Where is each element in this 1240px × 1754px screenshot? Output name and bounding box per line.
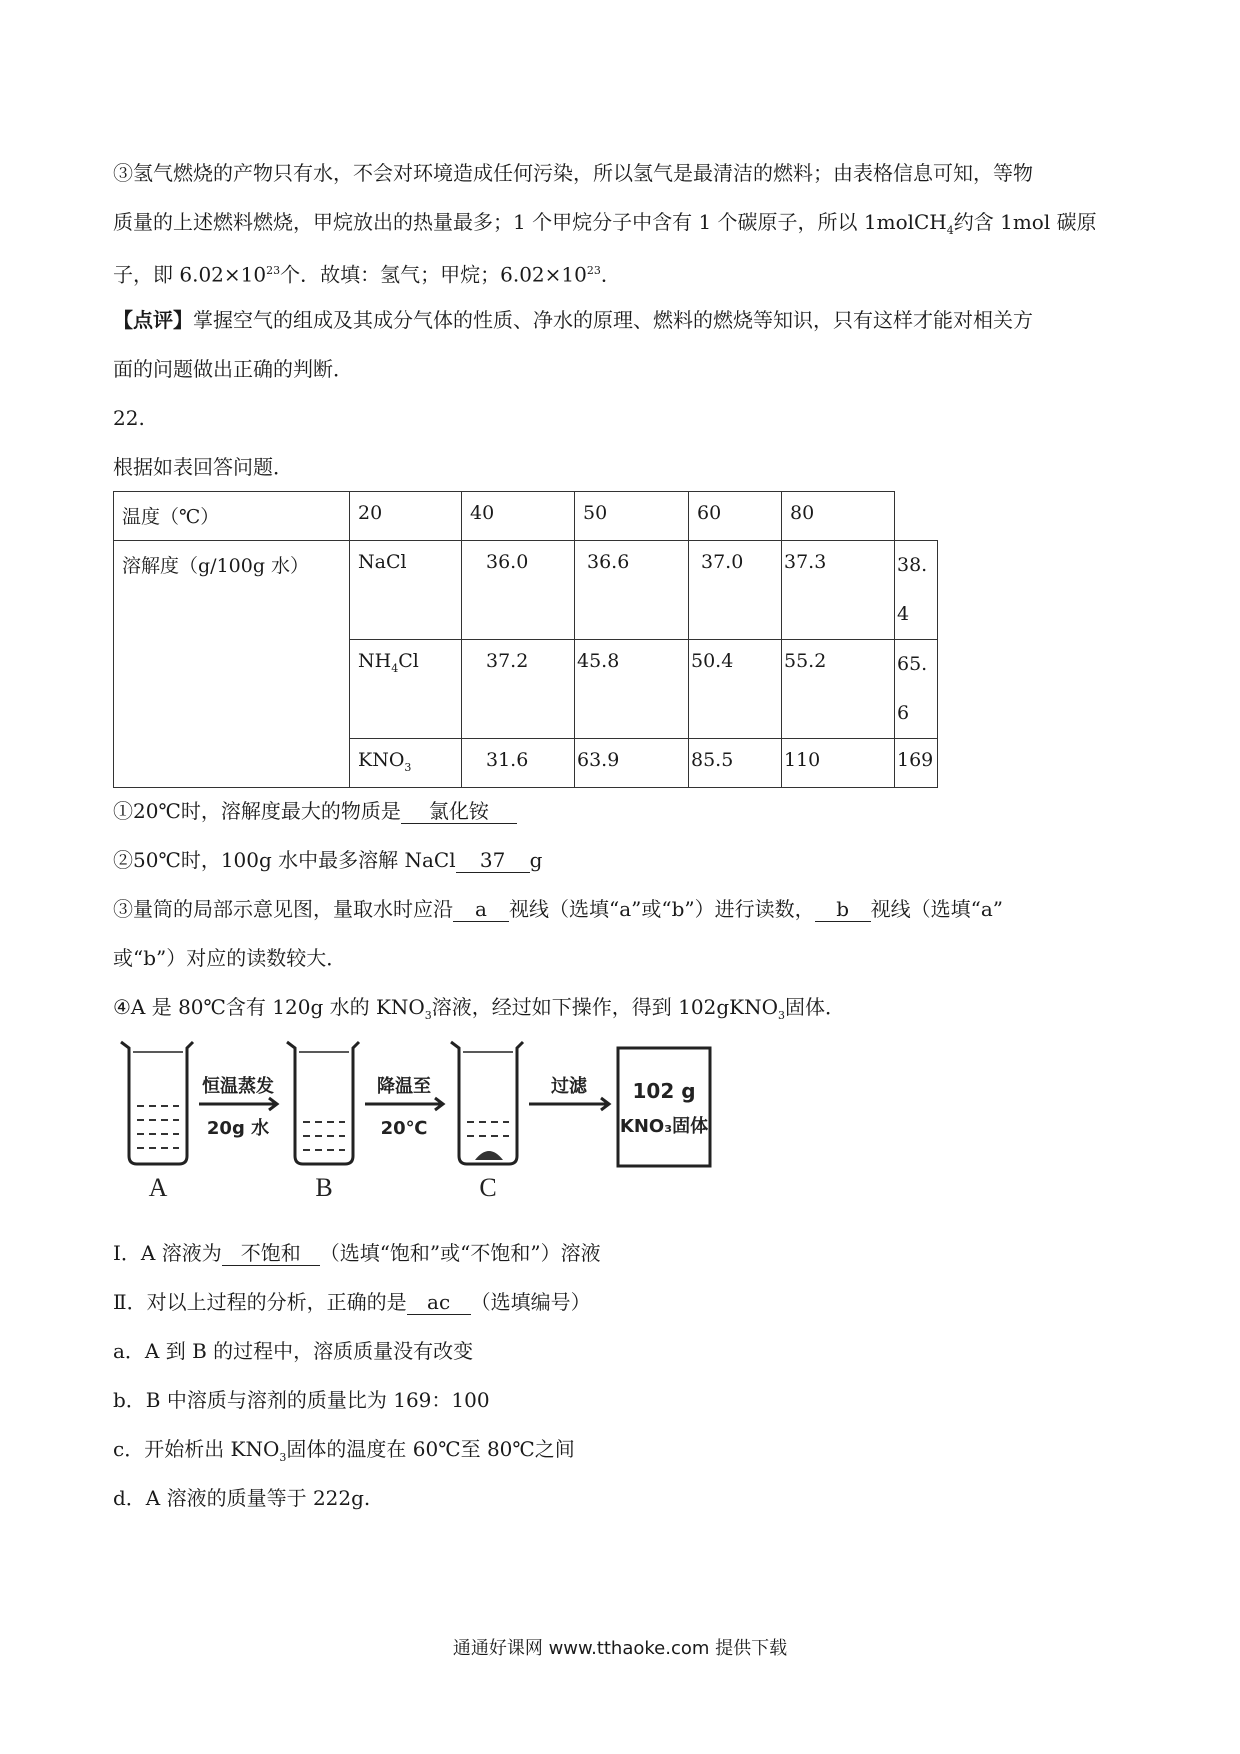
subquestion-3: ③量筒的局部示意见图，量取水时应沿 a 视线（选填“a”或“b”）进行读数， b 视线（选填“a”: [113, 897, 1003, 921]
value-cell: 37.0: [689, 541, 782, 640]
question-intro: 根据如表回答问题．: [113, 455, 293, 479]
solution-line-2: 质量的上述燃料燃烧，甲烷放出的热量最多；1 个甲烷分子中含有 1 个碳原子，所以 1molCH$_4$约含 1mol 碳原: [113, 210, 1097, 237]
answer-blank: a: [453, 897, 509, 922]
step2-bottom-label: 20℃: [380, 1118, 428, 1139]
solubility-label: 溶解度（g/100g 水）: [114, 541, 350, 788]
beaker-c-icon: [451, 1042, 523, 1164]
label-c: C: [479, 1173, 497, 1202]
result-box: [618, 1048, 710, 1166]
temp-cell: 40: [462, 492, 575, 541]
option-a: a．A 到 B 的过程中，溶质质量没有改变: [113, 1339, 474, 1363]
temp-cell: 50: [575, 492, 689, 541]
value-cell: 50.4: [689, 640, 782, 739]
subquestion-1: ①20℃时，溶解度最大的物质是 氯化铵: [113, 796, 517, 826]
subquestion-2: ②50℃时，100g 水中最多溶解 NaCl 37 g: [113, 848, 543, 872]
beaker-b-icon: [287, 1042, 359, 1164]
option-b: b．B 中溶质与溶剂的质量比为 169：100: [113, 1388, 490, 1412]
crystal-precipitate: [475, 1151, 503, 1160]
temp-cell: 20: [350, 492, 462, 541]
answer-blank: b: [815, 897, 871, 922]
substance-name: $NH_4Cl$: [350, 640, 462, 739]
value-cell: 169: [895, 739, 938, 788]
value-cell: 38. 4: [895, 541, 938, 640]
box-line-2: KNO₃固体: [619, 1116, 709, 1137]
arrow-1-icon: [199, 1098, 277, 1110]
answer-blank: 37: [456, 848, 530, 873]
arrow-3-icon: [529, 1098, 609, 1110]
box-line-1: 102 g: [632, 1079, 696, 1103]
value-cell: 55.2: [782, 640, 895, 739]
page-footer: 通通好课网 www.tthaoke.com 提供下载: [452, 1638, 788, 1659]
substance-name: $KNO_3$: [350, 739, 462, 788]
question-number: 22.: [113, 406, 145, 430]
label-a: A: [148, 1173, 168, 1202]
solution-line-3: 子，即 $6.02\times 10^{23}$个．故填：氢气；甲烷；$6.02\times 10^{23}$．: [113, 262, 621, 287]
subquestion-4: ④A 是 80℃含有 120g 水的 $KNO_3$溶液，经过如下操作，得到 102gKNO$_3$固体．: [113, 995, 845, 1022]
substance-name: NaCl: [350, 541, 462, 640]
step2-top-label: 降温至: [377, 1076, 431, 1097]
answer-blank: ac: [407, 1290, 471, 1315]
label-b: B: [315, 1173, 333, 1202]
process-diagram: [113, 1036, 713, 1204]
temp-cell: 60: [689, 492, 782, 541]
solubility-table: [113, 491, 938, 788]
value-cell: 110: [782, 739, 895, 788]
value-cell: 63.9: [575, 739, 689, 788]
solution-line-1: ③氢气燃烧的产物只有水，不会对环境造成任何污染，所以氢气是最清洁的燃料；由表格信息可知，等物: [113, 161, 1033, 185]
value-cell: 37.3: [782, 541, 895, 640]
part-2: Ⅱ．对以上过程的分析，正确的是 ac （选填编号）: [113, 1290, 591, 1314]
subquestion-3-line-2: 或“b”）对应的读数较大．: [113, 946, 347, 970]
beaker-a-icon: [121, 1042, 193, 1164]
part-1: Ⅰ．A 溶液为 不饱和 （选填“饱和”或“不饱和”）溶液: [113, 1241, 601, 1265]
step1-bottom-label: 20g 水: [206, 1118, 270, 1139]
temp-label: 温度（℃）: [114, 492, 350, 541]
step3-top-label: 过滤: [551, 1076, 587, 1097]
step1-top-label: 恒温蒸发: [202, 1076, 274, 1097]
value-cell: 36.6: [575, 541, 689, 640]
option-d: d．A 溶液的质量等于 222g.: [113, 1486, 371, 1510]
option-c: c．开始析出 $KNO_3$固体的温度在 60℃至 80℃之间: [113, 1437, 575, 1464]
value-cell: 45.8: [575, 640, 689, 739]
comment-line-1: 【点评】掌握空气的组成及其成分气体的性质、净水的原理、燃料的燃烧等知识，只有这样才能对相关方: [113, 308, 1033, 332]
value-cell: 65. 6: [895, 640, 938, 739]
arrow-2-icon: [365, 1098, 443, 1110]
value-cell: 37.2: [462, 640, 575, 739]
temp-cell: 80: [782, 492, 895, 541]
comment-line-2: 面的问题做出正确的判断．: [113, 357, 353, 381]
value-cell: 36.0: [462, 541, 575, 640]
empty-cell: [895, 492, 938, 541]
answer-blank: 不饱和: [222, 1241, 320, 1266]
answer-blank: 氯化铵: [401, 799, 517, 824]
value-cell: 85.5: [689, 739, 782, 788]
value-cell: 31.6: [462, 739, 575, 788]
